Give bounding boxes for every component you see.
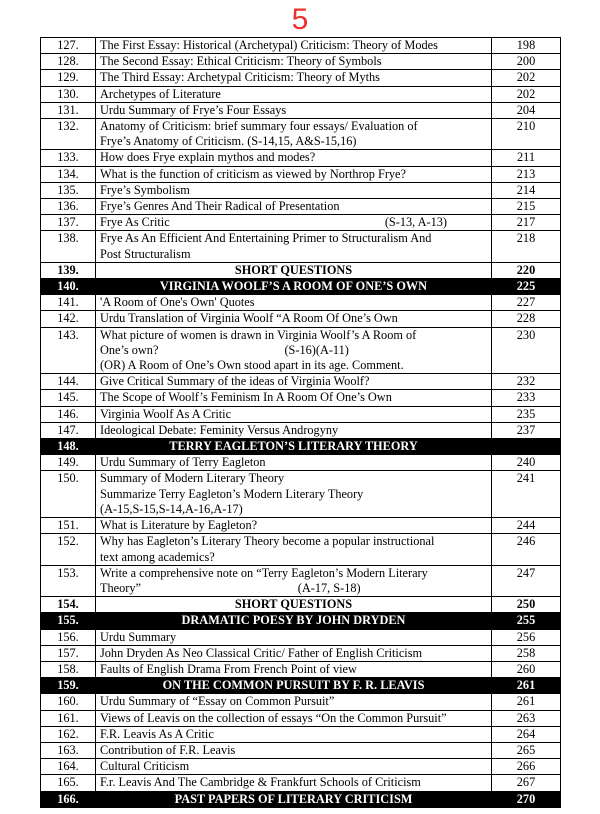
entry-page: 246 bbox=[492, 534, 561, 565]
entry-page: 232 bbox=[492, 374, 561, 390]
entry-page: 266 bbox=[492, 759, 561, 775]
entry-title-line: F.R. Leavis As A Critic bbox=[100, 726, 214, 741]
entry-title bbox=[96, 390, 492, 406]
entry-title-line: Views of Leavis on the collection of essays “On the Common Pursuit” bbox=[100, 710, 447, 725]
entry-number: 162. bbox=[41, 726, 96, 742]
entry-number: 159. bbox=[41, 678, 96, 694]
contents-table bbox=[40, 37, 561, 808]
entry-title-line: The Second Essay: Ethical Criticism: Theory of Symbols bbox=[100, 54, 382, 69]
table-row bbox=[41, 311, 561, 327]
entry-title bbox=[96, 166, 492, 182]
entry-title bbox=[96, 629, 492, 645]
entry-title bbox=[96, 374, 492, 390]
entry-page: 215 bbox=[492, 199, 561, 215]
entry-title-line: Frye As An Efficient And Entertaining Primer to Structuralism And bbox=[100, 231, 432, 246]
entry-page: 250 bbox=[492, 597, 561, 613]
table-row bbox=[41, 199, 561, 215]
entry-number: 141. bbox=[41, 295, 96, 311]
entry-number: 139. bbox=[41, 262, 96, 278]
table-row bbox=[41, 119, 561, 150]
entry-title-line: SHORT QUESTIONS bbox=[234, 262, 353, 277]
entry-page bbox=[492, 439, 561, 455]
table-row bbox=[41, 726, 561, 742]
table-row bbox=[41, 86, 561, 102]
entry-title-line: TERRY EAGLETON’S LITERARY THEORY bbox=[169, 439, 418, 454]
entry-title-line: Frye’s Anatomy of Criticism. (S-14,15, A&S-15,16) bbox=[100, 134, 357, 149]
entry-number: 130. bbox=[41, 86, 96, 102]
entry-page: 227 bbox=[492, 295, 561, 311]
entry-title-line: Summary of Modern Literary Theory bbox=[100, 471, 285, 486]
entry-page: 202 bbox=[492, 70, 561, 86]
table-row bbox=[41, 150, 561, 166]
entry-title-line: Summarize Terry Eagleton’s Modern Literary Theory bbox=[100, 486, 364, 501]
entry-page: 261 bbox=[492, 694, 561, 710]
entry-page: 198 bbox=[492, 38, 561, 54]
entry-page: 237 bbox=[492, 422, 561, 438]
entry-title-line: Cultural Criticism bbox=[100, 759, 190, 774]
entry-title bbox=[96, 422, 492, 438]
entry-title bbox=[96, 150, 492, 166]
entry-number: 153. bbox=[41, 565, 96, 596]
entry-title-line: 'A Room of One's Own' Quotes bbox=[100, 295, 255, 310]
entry-number: 133. bbox=[41, 150, 96, 166]
entry-number: 140. bbox=[41, 279, 96, 295]
entry-title-line: Give Critical Summary of the ideas of Virginia Woolf? bbox=[100, 374, 370, 389]
entry-number: 154. bbox=[41, 597, 96, 613]
entry-title-line: (OR) A Room of One’s Own stood apart in its age. Comment. bbox=[100, 358, 404, 373]
entry-number: 128. bbox=[41, 54, 96, 70]
entry-title bbox=[96, 231, 492, 262]
entry-reference: (S-13, A-13) bbox=[384, 215, 447, 230]
entry-title bbox=[96, 70, 492, 86]
table-row bbox=[41, 471, 561, 518]
entry-number: 143. bbox=[41, 327, 96, 374]
entry-title bbox=[96, 678, 492, 694]
entry-title bbox=[96, 565, 492, 596]
entry-title-line: Write a comprehensive note on “Terry Eagleton’s Modern Literary bbox=[100, 565, 428, 580]
entry-title-line: Urdu Summary bbox=[100, 629, 177, 644]
entry-number: 131. bbox=[41, 102, 96, 118]
entry-page: 261 bbox=[492, 678, 561, 694]
entry-title bbox=[96, 102, 492, 118]
entry-number: 142. bbox=[41, 311, 96, 327]
entry-page: 241 bbox=[492, 471, 561, 518]
entry-number: 136. bbox=[41, 199, 96, 215]
entry-page: 220 bbox=[492, 262, 561, 278]
entry-title-line: The Scope of Woolf’s Feminism In A Room Of One’s Own bbox=[100, 390, 392, 405]
entry-number: 158. bbox=[41, 661, 96, 677]
entry-title bbox=[96, 327, 492, 374]
entry-number: 134. bbox=[41, 166, 96, 182]
entry-page: 213 bbox=[492, 166, 561, 182]
table-row bbox=[41, 775, 561, 791]
table-row bbox=[41, 518, 561, 534]
entry-title bbox=[96, 742, 492, 758]
entry-title-line: Theory” (A-17, S-18) bbox=[100, 580, 361, 595]
entry-title-line: What is the function of criticism as viewed by Northrop Frye? bbox=[100, 166, 406, 181]
entry-number: 166. bbox=[41, 791, 96, 807]
table-row bbox=[41, 645, 561, 661]
entry-number: 135. bbox=[41, 182, 96, 198]
entry-number: 150. bbox=[41, 471, 96, 518]
entry-title bbox=[96, 694, 492, 710]
entry-title bbox=[96, 262, 492, 278]
entry-title-line: What picture of women is drawn in Virginia Woolf’s A Room of bbox=[100, 327, 417, 342]
entry-title-line: Anatomy of Criticism: brief summary four essays/ Evaluation of bbox=[100, 119, 418, 134]
entry-title bbox=[96, 726, 492, 742]
entry-page: 263 bbox=[492, 710, 561, 726]
entry-title bbox=[96, 597, 492, 613]
contents-table-body bbox=[41, 38, 561, 808]
entry-title bbox=[96, 613, 492, 629]
entry-title bbox=[96, 215, 492, 231]
entry-title-line: PAST PAPERS OF LITERARY CRITICISM bbox=[174, 791, 413, 806]
entry-number: 161. bbox=[41, 710, 96, 726]
entry-page: 214 bbox=[492, 182, 561, 198]
section-header-row bbox=[41, 678, 561, 694]
entry-title bbox=[96, 775, 492, 791]
entry-title bbox=[96, 455, 492, 471]
entry-title bbox=[96, 295, 492, 311]
entry-title-line: SHORT QUESTIONS bbox=[234, 597, 353, 612]
entry-title-line: Urdu Translation of Virginia Woolf “A Room Of One’s Own bbox=[100, 311, 398, 326]
section-header-row bbox=[41, 439, 561, 455]
table-row bbox=[41, 182, 561, 198]
table-row bbox=[41, 422, 561, 438]
entry-title bbox=[96, 279, 492, 295]
table-row bbox=[41, 759, 561, 775]
entry-title bbox=[96, 199, 492, 215]
entry-number: 164. bbox=[41, 759, 96, 775]
table-row bbox=[41, 534, 561, 565]
entry-title bbox=[96, 791, 492, 807]
entry-page: 200 bbox=[492, 54, 561, 70]
table-row bbox=[41, 661, 561, 677]
entry-title-line: F.r. Leavis And The Cambridge & Frankfurt Schools of Criticism bbox=[100, 775, 421, 790]
table-row bbox=[41, 38, 561, 54]
entry-title-line: Virginia Woolf As A Critic bbox=[100, 406, 232, 421]
entry-number: 137. bbox=[41, 215, 96, 231]
table-row bbox=[41, 565, 561, 596]
table-row bbox=[41, 629, 561, 645]
entry-number: 155. bbox=[41, 613, 96, 629]
entry-page: 256 bbox=[492, 629, 561, 645]
entry-number: 163. bbox=[41, 742, 96, 758]
entry-number: 149. bbox=[41, 455, 96, 471]
entry-page: 240 bbox=[492, 455, 561, 471]
entry-number: 165. bbox=[41, 775, 96, 791]
entry-title-line: Post Structuralism bbox=[100, 246, 191, 261]
entry-page: 202 bbox=[492, 86, 561, 102]
entry-page: 233 bbox=[492, 390, 561, 406]
table-row bbox=[41, 262, 561, 278]
entry-page: 267 bbox=[492, 775, 561, 791]
entry-title bbox=[96, 518, 492, 534]
entry-title bbox=[96, 38, 492, 54]
entry-title bbox=[96, 471, 492, 518]
entry-title bbox=[96, 182, 492, 198]
entry-title-line: Why has Eagleton’s Literary Theory become a popular instructional bbox=[100, 534, 435, 549]
entry-page: 235 bbox=[492, 406, 561, 422]
entry-title bbox=[96, 534, 492, 565]
entry-title-line: Frye’s Symbolism bbox=[100, 182, 190, 197]
entry-title bbox=[96, 710, 492, 726]
entry-page: 265 bbox=[492, 742, 561, 758]
entry-title bbox=[96, 86, 492, 102]
table-row bbox=[41, 597, 561, 613]
entry-page: 217 bbox=[492, 215, 561, 231]
table-row bbox=[41, 694, 561, 710]
table-row bbox=[41, 215, 561, 231]
entry-title bbox=[96, 311, 492, 327]
entry-title bbox=[96, 54, 492, 70]
entry-number: 160. bbox=[41, 694, 96, 710]
table-row bbox=[41, 710, 561, 726]
entry-title-line: Frye’s Genres And Their Radical of Presentation bbox=[100, 199, 340, 214]
entry-page: 211 bbox=[492, 150, 561, 166]
entry-title bbox=[96, 406, 492, 422]
entry-title bbox=[96, 661, 492, 677]
entry-page: 258 bbox=[492, 645, 561, 661]
entry-page: 218 bbox=[492, 231, 561, 262]
entry-number: 132. bbox=[41, 119, 96, 150]
entry-page: 204 bbox=[492, 102, 561, 118]
entry-title-line: Ideological Debate: Feminity Versus Androgyny bbox=[100, 422, 339, 437]
section-header-row bbox=[41, 279, 561, 295]
entry-title bbox=[96, 759, 492, 775]
entry-page: 244 bbox=[492, 518, 561, 534]
table-row bbox=[41, 295, 561, 311]
entry-number: 138. bbox=[41, 231, 96, 262]
entry-title-line: Archetypes of Literature bbox=[100, 86, 221, 101]
entry-title-line: Contribution of F.R. Leavis bbox=[100, 742, 236, 757]
entry-page: 210 bbox=[492, 119, 561, 150]
table-row bbox=[41, 54, 561, 70]
entry-number: 156. bbox=[41, 629, 96, 645]
table-row bbox=[41, 327, 561, 374]
entry-number: 146. bbox=[41, 406, 96, 422]
entry-title-line: John Dryden As Neo Classical Critic/ Father of English Criticism bbox=[100, 645, 423, 660]
entry-number: 144. bbox=[41, 374, 96, 390]
entry-number: 157. bbox=[41, 645, 96, 661]
section-header-row bbox=[41, 613, 561, 629]
entry-title-line: What is Literature by Eagleton? bbox=[100, 518, 258, 533]
entry-page: 225 bbox=[492, 279, 561, 295]
entry-number: 148. bbox=[41, 439, 96, 455]
entry-title-line: text among academics? bbox=[100, 549, 215, 564]
entry-title-line: Urdu Summary of Terry Eagleton bbox=[100, 455, 266, 470]
table-row bbox=[41, 70, 561, 86]
entry-title-line: ON THE COMMON PURSUIT BY F. R. LEAVIS bbox=[162, 678, 425, 693]
entry-title-line: Urdu Summary of “Essay on Common Pursuit” bbox=[100, 694, 335, 709]
table-row bbox=[41, 390, 561, 406]
page-number: 5 bbox=[291, 3, 309, 36]
entry-title-line: How does Frye explain mythos and modes? bbox=[100, 150, 316, 165]
entry-number: 145. bbox=[41, 390, 96, 406]
entry-page: 228 bbox=[492, 311, 561, 327]
table-row bbox=[41, 374, 561, 390]
entry-title-line: Urdu Summary of Frye’s Four Essays bbox=[100, 102, 287, 117]
entry-page: 247 bbox=[492, 565, 561, 596]
entry-page: 230 bbox=[492, 327, 561, 374]
table-row bbox=[41, 102, 561, 118]
entry-title bbox=[96, 439, 492, 455]
table-row bbox=[41, 455, 561, 471]
entry-page: 270 bbox=[492, 791, 561, 807]
entry-number: 147. bbox=[41, 422, 96, 438]
table-row bbox=[41, 231, 561, 262]
entry-page: 260 bbox=[492, 661, 561, 677]
entry-title-line: VIRGINIA WOOLF’S A ROOM OF ONE’S OWN bbox=[159, 279, 428, 294]
entry-number: 129. bbox=[41, 70, 96, 86]
entry-number: 151. bbox=[41, 518, 96, 534]
section-header-row bbox=[41, 791, 561, 807]
entry-title bbox=[96, 119, 492, 150]
table-row bbox=[41, 742, 561, 758]
entry-title-line: Faults of English Drama From French Point of view bbox=[100, 661, 357, 676]
entry-title-line: (A-15,S-15,S-14,A-16,A-17) bbox=[100, 501, 243, 516]
entry-number: 127. bbox=[41, 38, 96, 54]
entry-title-line: Frye As Critic (S-13, A-13) bbox=[100, 215, 487, 230]
entry-title-line: The Third Essay: Archetypal Criticism: Theory of Myths bbox=[100, 70, 380, 85]
entry-title-line: DRAMATIC POESY BY JOHN DRYDEN bbox=[181, 613, 406, 628]
table-row bbox=[41, 406, 561, 422]
table-row bbox=[41, 166, 561, 182]
entry-page: 264 bbox=[492, 726, 561, 742]
entry-title-line: The First Essay: Historical (Archetypal) Criticism: Theory of Modes bbox=[100, 38, 438, 52]
entry-title-line: One’s own? (S-16)(A-11) bbox=[100, 342, 349, 357]
entry-title bbox=[96, 645, 492, 661]
entry-page: 255 bbox=[492, 613, 561, 629]
entry-number: 152. bbox=[41, 534, 96, 565]
